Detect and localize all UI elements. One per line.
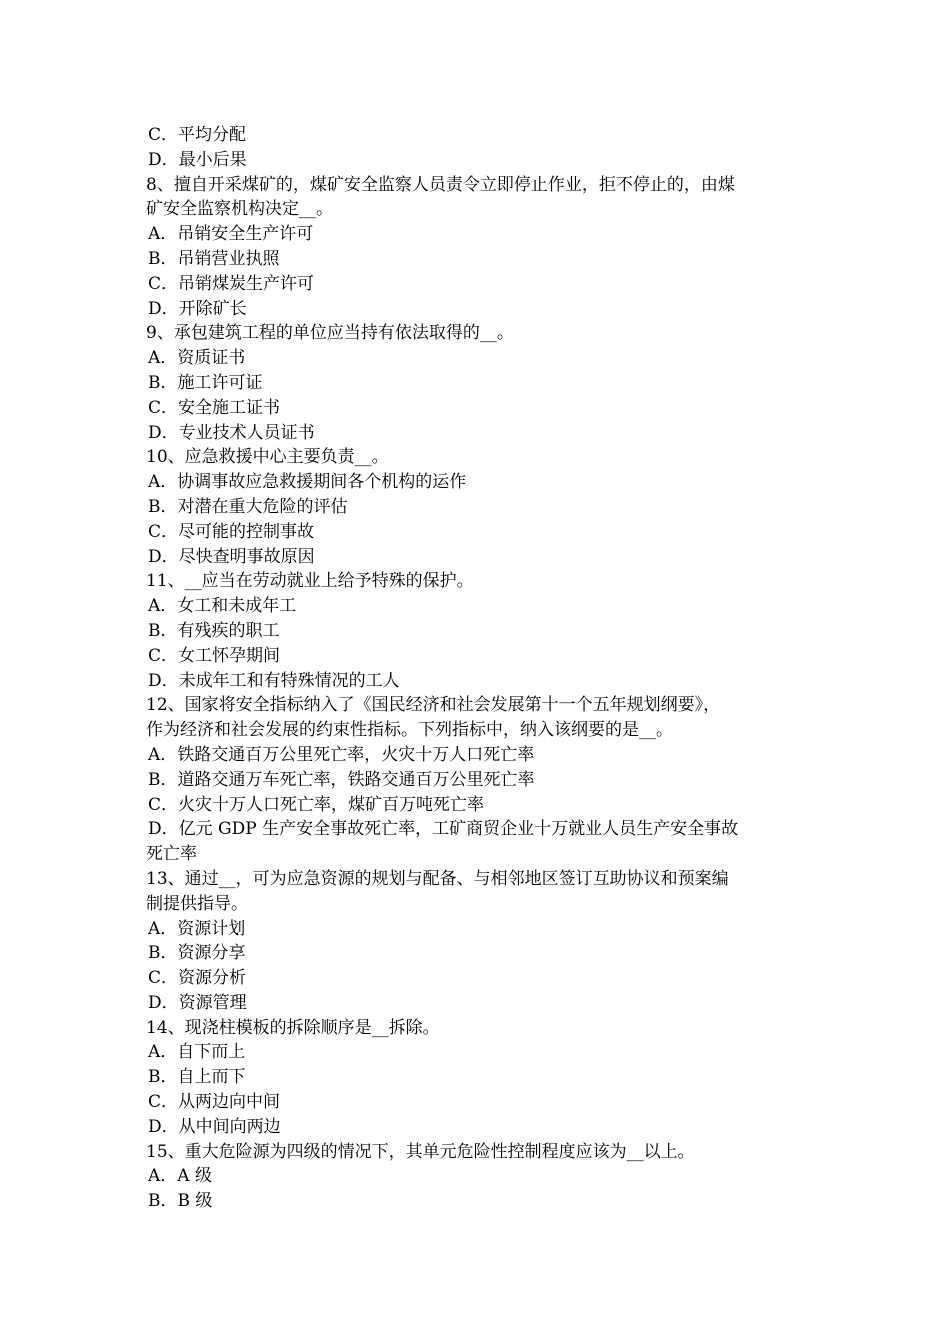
option-line: B．吊销营业执照 [148, 248, 280, 269]
option-line: C．平均分配 [148, 125, 247, 145]
question-line: 15、重大危险源为四级的情况下，其单元危险性控制程度应该为__以上。 [146, 1141, 695, 1162]
option-line: C．从两边向中间 [148, 1092, 281, 1113]
option-line: B．资源分享 [148, 943, 246, 964]
option-line: D．尽快查明事故原因 [148, 546, 315, 567]
option-line: C．吊销煤炭生产许可 [148, 273, 315, 294]
option-line: D．专业技术人员证书 [148, 422, 315, 443]
option-line: A．协调事故应急救援期间各个机构的运作 [148, 472, 467, 493]
question-line: 13、通过__，可为应急资源的规划与配备、与相邻地区签订互助协议和预案编 [146, 868, 729, 889]
option-line: D．未成年工和有特殊情况的工人 [148, 670, 400, 691]
option-line: B．自上而下 [148, 1067, 246, 1088]
question-line: 11、__应当在劳动就业上给予特殊的保护。 [146, 571, 474, 592]
option-line: B．有残疾的职工 [148, 620, 280, 641]
question-line: 9、承包建筑工程的单位应当持有依法取得的__。 [146, 323, 514, 344]
option-line: B．施工许可证 [148, 372, 263, 393]
question-line: 14、现浇柱模板的拆除顺序是__拆除。 [146, 1017, 440, 1038]
option-line: D．开除矿长 [148, 298, 247, 319]
option-line: D．从中间向两边 [148, 1116, 281, 1137]
option-line: A．资源计划 [148, 918, 246, 939]
option-line: C．安全施工证书 [148, 397, 281, 418]
option-line: D．亿元 GDP 生产安全事故死亡率，工矿商贸企业十万就业人员生产安全事故 [148, 819, 739, 840]
question-line: 矿安全监察机构决定__。 [146, 199, 333, 220]
document-page [146, 123, 818, 1214]
option-line: A．吊销安全生产许可 [148, 224, 314, 245]
option-line: D．最小后果 [148, 149, 247, 170]
option-line: A．铁路交通百万公里死亡率，火灾十万人口死亡率 [148, 744, 535, 765]
option-line: A．资质证书 [148, 348, 246, 369]
question-line: 死亡率 [146, 844, 197, 865]
option-line: C．女工怀孕期间 [148, 645, 281, 666]
option-line: A．A 级 [148, 1166, 212, 1187]
option-line: B．道路交通万车死亡率，铁路交通百万公里死亡率 [148, 769, 535, 790]
option-line: D．资源管理 [148, 992, 247, 1013]
option-line: C．尽可能的控制事故 [148, 521, 315, 542]
option-line: C．火灾十万人口死亡率，煤矿百万吨死亡率 [148, 794, 485, 815]
question-line: 作为经济和社会发展的约束性指标。下列指标中，纳入该纲要的是__。 [146, 720, 673, 741]
question-line: 制提供指导。 [146, 893, 248, 914]
option-line: C．资源分析 [148, 968, 247, 989]
question-line: 12、国家将安全指标纳入了《国民经济和社会发展第十一个五年规划纲要》， [146, 695, 721, 716]
option-line: B．B 级 [148, 1191, 213, 1212]
option-line: B．对潜在重大危险的评估 [148, 496, 348, 517]
option-line: A．女工和未成年工 [148, 596, 297, 617]
question-line: 10、应急救援中心主要负责__。 [146, 447, 389, 468]
question-line: 8、擅自开采煤矿的，煤矿安全监察人员责令立即停止作业，拒不停止的，由煤 [146, 174, 735, 195]
option-line: A．自下而上 [148, 1042, 246, 1063]
